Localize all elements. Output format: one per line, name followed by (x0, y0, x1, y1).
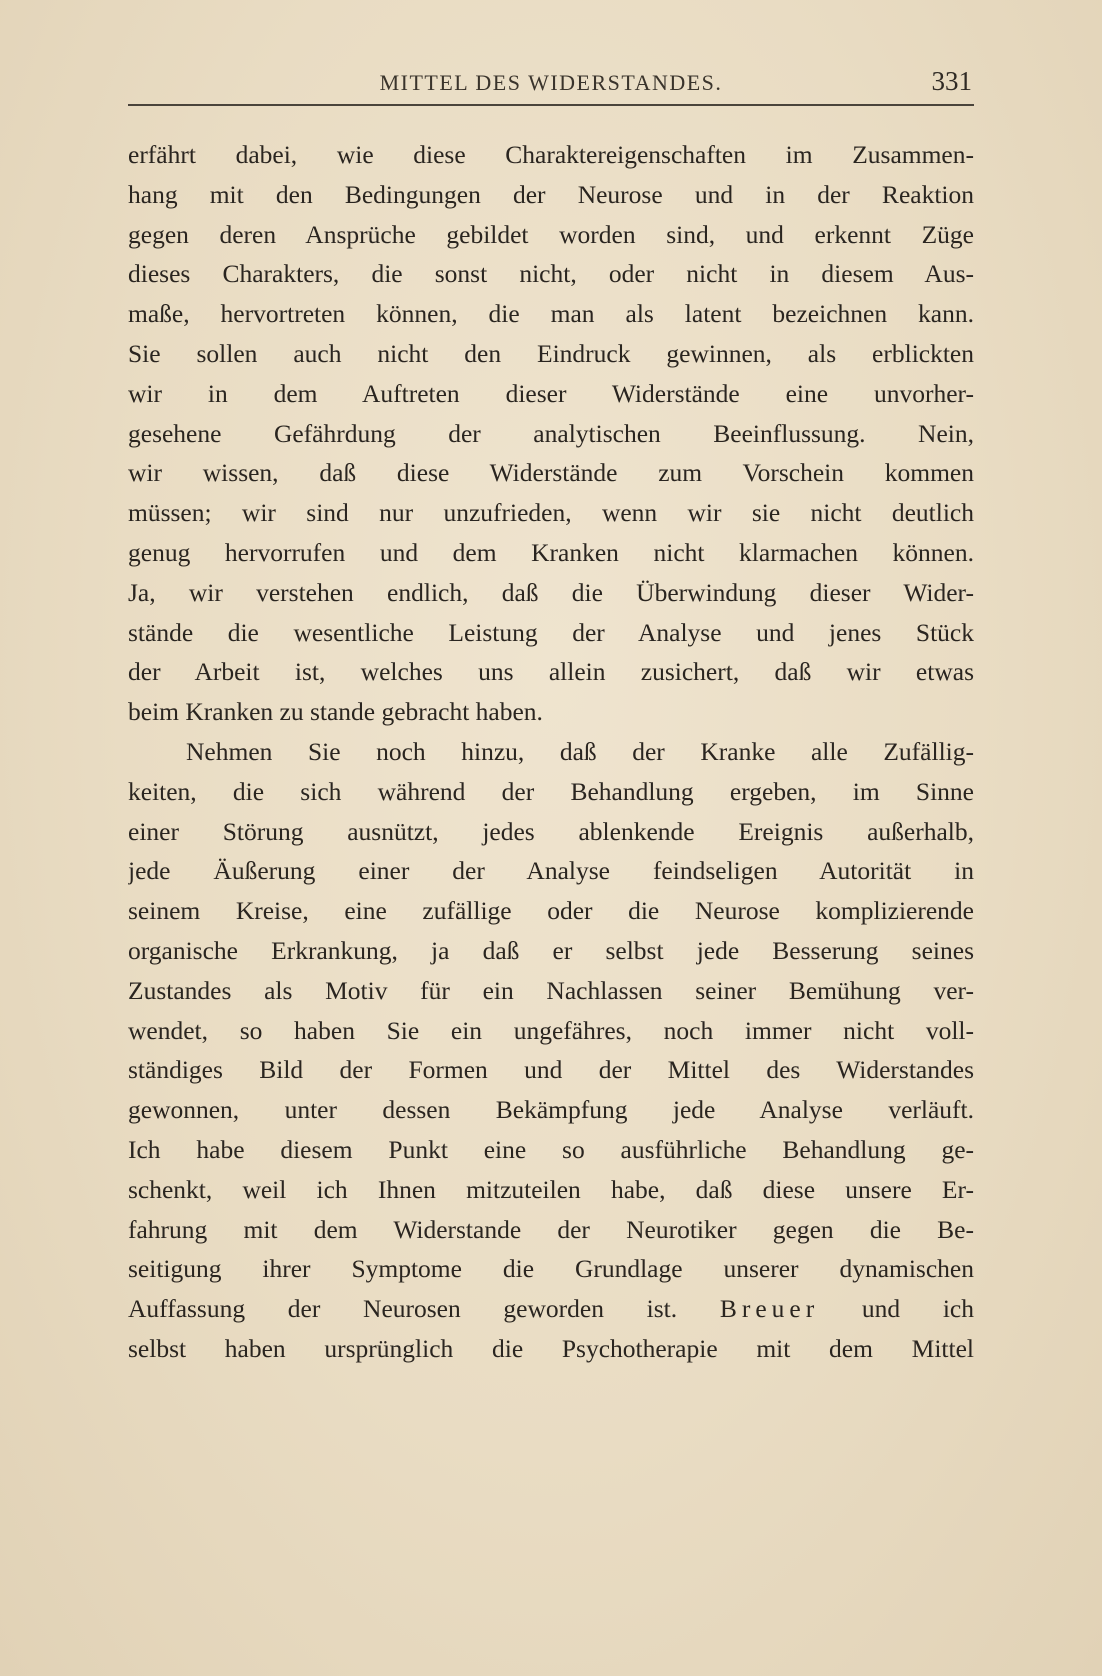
running-head: MITTEL DES WIDERSTANDES. (379, 70, 723, 95)
text-line: Sie sollen auch nicht den Eindruck gewinnen, als erblickten (128, 338, 974, 368)
text-line: keiten, die sich während der Behandlung ergeben, im Sinne (128, 776, 974, 806)
text-line: hang mit den Bedingungen der Neurose und in der Reaktion (128, 179, 974, 209)
text-line: gesehene Gefährdung der analytischen Beeinflussung. Nein, (128, 418, 974, 448)
text-line: Ja, wir verstehen endlich, daß die Überwindung dieser Wider- (128, 577, 974, 607)
text-line: einer Störung ausnützt, jedes ablenkende Ereignis außerhalb, (128, 816, 974, 846)
text-line: erfährt dabei, wie diese Charaktereigenschaften im Zusammen- (128, 140, 974, 169)
text-line: dieses Charakters, die sonst nicht, oder nicht in diesem Aus- (128, 259, 974, 289)
text-line: Nehmen Sie noch hinzu, daß der Kranke alle Zufällig- (186, 736, 974, 766)
text-line-with-name (128, 1289, 974, 1329)
body-text (128, 135, 974, 1369)
text-line: maße, hervortreten können, die man als latent bezeichnen kann. (128, 299, 974, 329)
author-name-spaced: Breuer (719, 1294, 820, 1324)
text-line: Ich habe diesem Punkt eine so ausführliche Behandlung ge- (128, 1134, 974, 1164)
header-rule (128, 104, 974, 106)
text-line: jede Äußerung einer der Analyse feindseligen Autorität in (128, 856, 974, 886)
text-line: ständiges Bild der Formen und der Mittel des Widerstandes (128, 1055, 974, 1085)
text-line: organische Erkrankung, ja daß er selbst jede Besserung seines (128, 935, 974, 965)
text-segment: und ich (861, 1294, 974, 1324)
text-line: stände die wesentliche Leistung der Analyse und jenes Stück (128, 617, 974, 647)
page-number: 331 (931, 66, 972, 96)
text-line: wir wissen, daß diese Widerstände zum Vorschein kommen (128, 458, 974, 488)
text-line: schenkt, weil ich Ihnen mitzuteilen habe, daß diese unsere Er- (128, 1174, 974, 1204)
text-line: wendet, so haben Sie ein ungefähres, noch immer nicht voll- (128, 1015, 974, 1045)
text-line: seinem Kreise, eine zufällige oder die Neurose komplizierende (128, 896, 974, 926)
text-line: genug hervorrufen und dem Kranken nicht klarmachen können. (128, 537, 974, 567)
text-segment: Auffassung der Neurosen geworden ist. (128, 1294, 678, 1324)
text-line: müssen; wir sind nur unzufrieden, wenn wir sie nicht deutlich (128, 498, 974, 528)
text-line: beim Kranken zu stande gebracht haben. (128, 697, 543, 727)
text-line: seitigung ihrer Symptome die Grundlage unserer dynamischen (128, 1254, 974, 1284)
text-line: fahrung mit dem Widerstande der Neurotiker gegen die Be- (128, 1214, 974, 1244)
text-line: Zustandes als Motiv für ein Nachlassen seiner Bemühung ver- (128, 975, 974, 1005)
page-header (128, 66, 974, 106)
text-line: gewonnen, unter dessen Bekämpfung jede Analyse verläuft. (128, 1095, 974, 1125)
text-line: selbst haben ursprünglich die Psychotherapie mit dem Mittel (128, 1333, 974, 1363)
text-line: wir in dem Auftreten dieser Widerstände eine unvorher- (128, 378, 974, 408)
text-line: der Arbeit ist, welches uns allein zusichert, daß wir etwas (128, 657, 974, 687)
text-line: gegen deren Ansprüche gebildet worden sind, und erkennt Züge (128, 219, 974, 249)
